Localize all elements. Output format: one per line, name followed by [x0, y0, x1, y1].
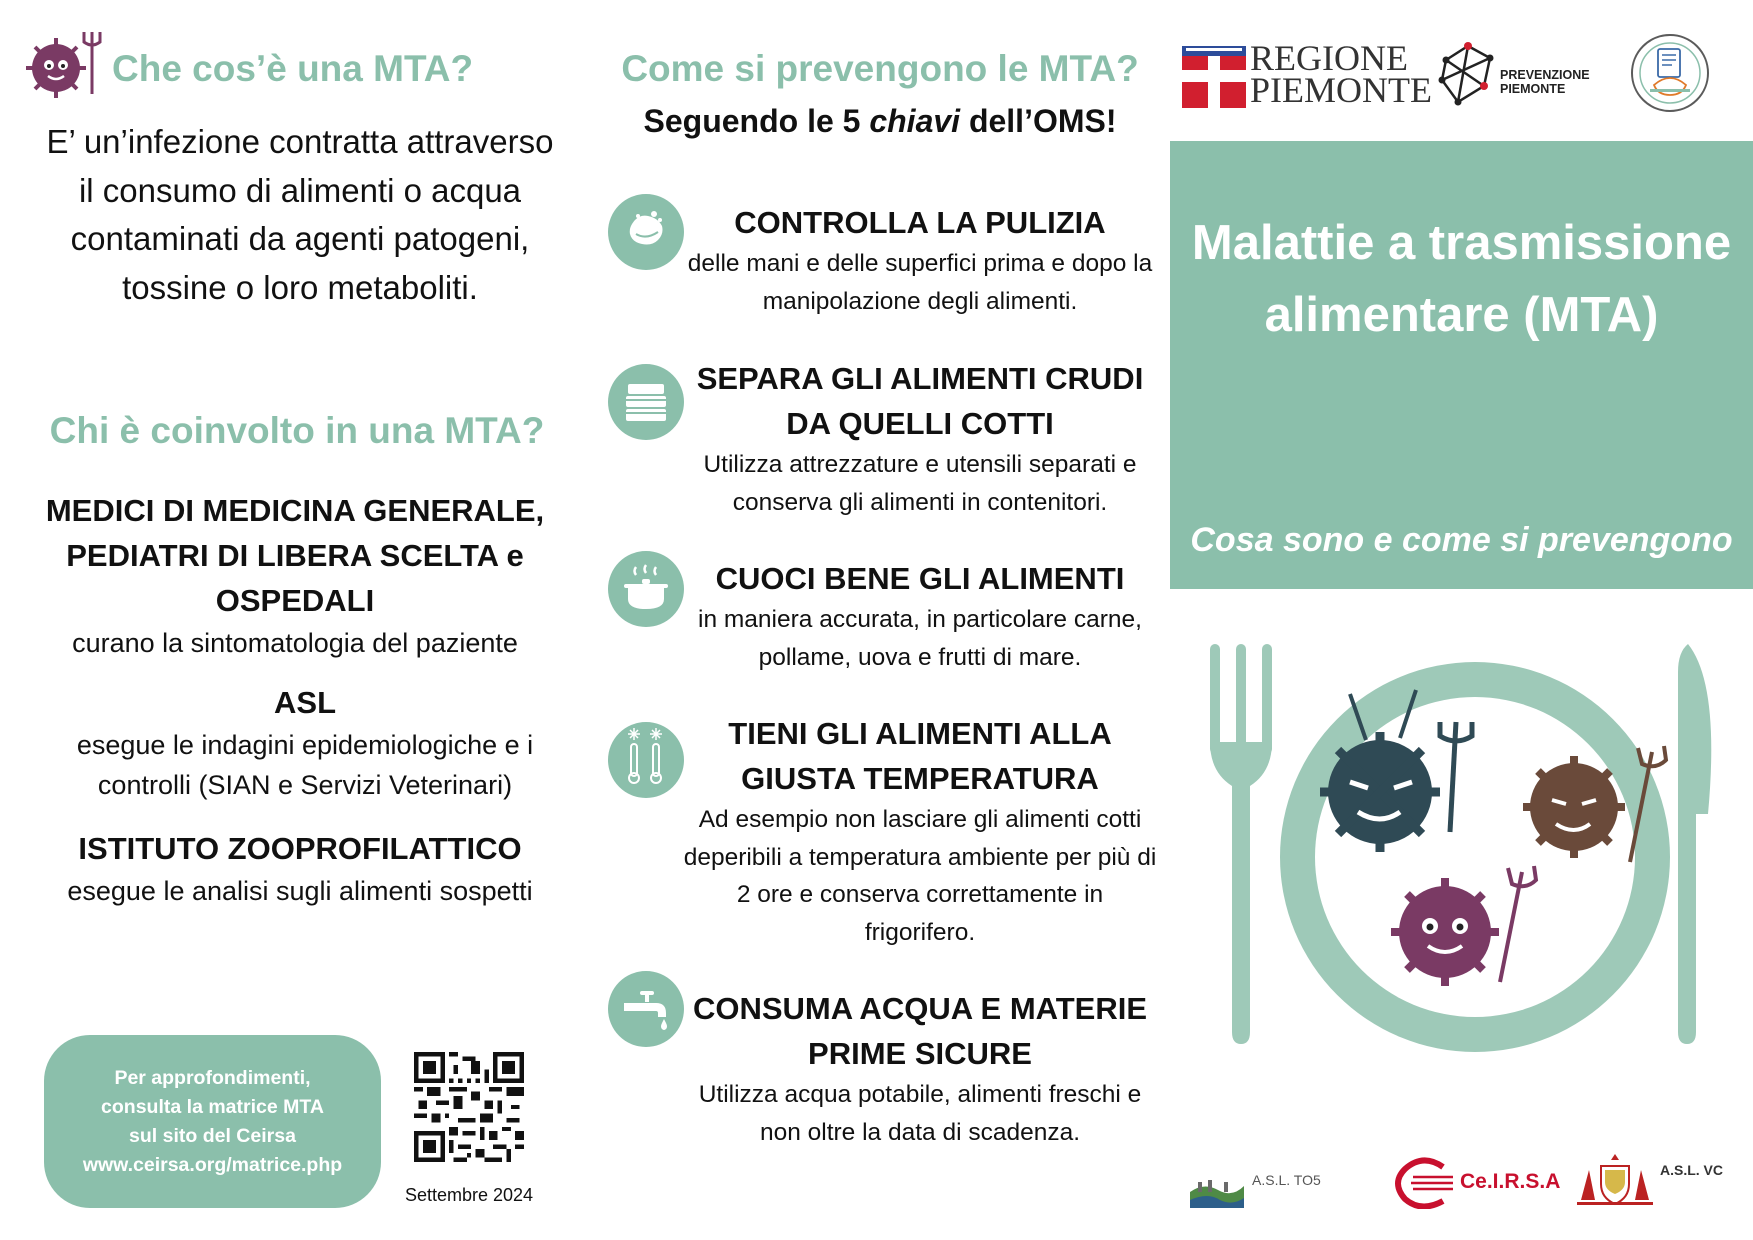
knife-icon [1678, 644, 1711, 1044]
subtitle-part: Seguendo le 5 [643, 103, 870, 139]
asl-to5-logo: A.S.L. TO5 [1252, 1172, 1321, 1188]
key-description: in maniera accurata, in particolare carne, pollame, uova e frutti di mare. [698, 606, 1142, 671]
subtitle-part: dell’OMS! [960, 103, 1117, 139]
publication-date: Settembre 2024 [404, 1185, 534, 1205]
key-cook-well [680, 556, 1160, 676]
banner-subtitle: Cosa sono e come si prevengono [1190, 521, 1733, 559]
plate-with-germs-illustration [1200, 632, 1720, 1072]
water-tap-icon [608, 971, 684, 1047]
key-cleanliness [680, 200, 1160, 320]
logo-line: REGIONE [1250, 38, 1408, 78]
banner-title: Malattie a trasmissione alimentare (MTA) [1191, 216, 1732, 342]
logo-line: PREVENZIONE [1500, 68, 1590, 82]
cooking-pot-icon [608, 551, 684, 627]
asl-vc-coat-of-arms-icon [1575, 1150, 1655, 1208]
stacked-containers-icon [608, 364, 684, 440]
asl-to5-landscape-icon [1190, 1172, 1244, 1208]
ceirsa-swoosh-icon [1395, 1157, 1453, 1209]
key-heading: SEPARA GLI ALIMENTI CRUDI DA QUELLI COTTI [696, 361, 1144, 441]
key-heading: CONTROLLA LA PULIZIA [734, 205, 1106, 240]
qr-code-icon[interactable] [414, 1052, 524, 1162]
more-info-box [44, 1035, 381, 1208]
key-heading: TIENI GLI ALIMENTI ALLA GIUSTA TEMPERATURA [728, 716, 1112, 796]
what-is-mta-text: E’ un’infezione contratta attraverso il consumo di alimenti o acqua contaminati da agenti patogeni, tossine o loro metaboliti. [46, 123, 554, 306]
key-description: Ad esempio non lasciare gli alimenti cotti deperibili a temperatura ambiente per più di 2 ore e conserva correttamente in frigorifero. [683, 806, 1157, 946]
actor-heading: MEDICI DI MEDICINA GENERALE, PEDIATRI DI LIBERA SCELTA e OSPEDALI [45, 493, 545, 618]
key-description: Utilizza acqua potabile, alimenti freschi e non oltre la data di scadenza. [698, 1081, 1142, 1146]
logo-line: PIEMONTE [1250, 70, 1432, 110]
info-line: Per approfondimenti, [114, 1066, 311, 1089]
actor-description: curano la sintomatologia del paziente [72, 628, 518, 658]
five-keys-subtitle [600, 103, 1160, 140]
asl-vc-logo: A.S.L. VC [1660, 1162, 1724, 1178]
info-url-link[interactable]: www.ceirsa.org/matrice.php [82, 1153, 343, 1176]
logo-line: PIEMONTE [1500, 82, 1566, 96]
hand-washing-icon [608, 194, 684, 270]
actor-asl [50, 680, 560, 805]
regione-piemonte-logo [1250, 38, 1432, 110]
actor-doctors [30, 488, 560, 663]
prevention-heading: Come si prevengono le MTA? [621, 48, 1139, 89]
fork-icon [1210, 644, 1272, 1044]
food-safety-seal-icon [1630, 33, 1710, 113]
thermometer-icon [608, 722, 684, 798]
info-line: sul sito del Ceirsa [129, 1124, 296, 1147]
key-separate-foods [680, 356, 1160, 521]
key-safe-water [680, 986, 1160, 1151]
subtitle-emphasis: chiavi [869, 103, 961, 139]
key-description: delle mani e delle superfici prima e dopo la manipolazione degli alimenti. [687, 250, 1153, 315]
ceirsa-logo: Ce.I.R.S.A [1460, 1170, 1561, 1193]
germ-mascot-icon [22, 28, 104, 102]
regione-piemonte-flag-icon [1182, 46, 1246, 108]
key-heading: CUOCI BENE GLI ALIMENTI [715, 561, 1125, 596]
actor-istituto-zooprofilattico [60, 826, 540, 911]
info-line: consulta la matrice MTA [101, 1095, 324, 1118]
actor-description: esegue le indagini epidemiologiche e i controlli (SIAN e Servizi Veterinari) [76, 730, 534, 800]
network-nodes-icon [1436, 40, 1498, 108]
who-is-involved-heading: Chi è coinvolto in una MTA? [49, 410, 545, 451]
key-description: Utilizza attrezzature e utensili separati e conserva gli alimenti in contenitori. [703, 451, 1137, 516]
key-temperature [680, 711, 1160, 951]
actor-heading: ISTITUTO ZOOPROFILATTICO [78, 831, 522, 866]
actor-heading: ASL [274, 685, 336, 720]
what-is-mta-heading: Che cos’è una MTA? [112, 48, 474, 89]
prevenzione-piemonte-logo [1500, 68, 1590, 96]
key-heading: CONSUMA ACQUA E MATERIE PRIME SICURE [692, 991, 1148, 1071]
actor-description: esegue le analisi sugli alimenti sospetti [67, 876, 533, 906]
